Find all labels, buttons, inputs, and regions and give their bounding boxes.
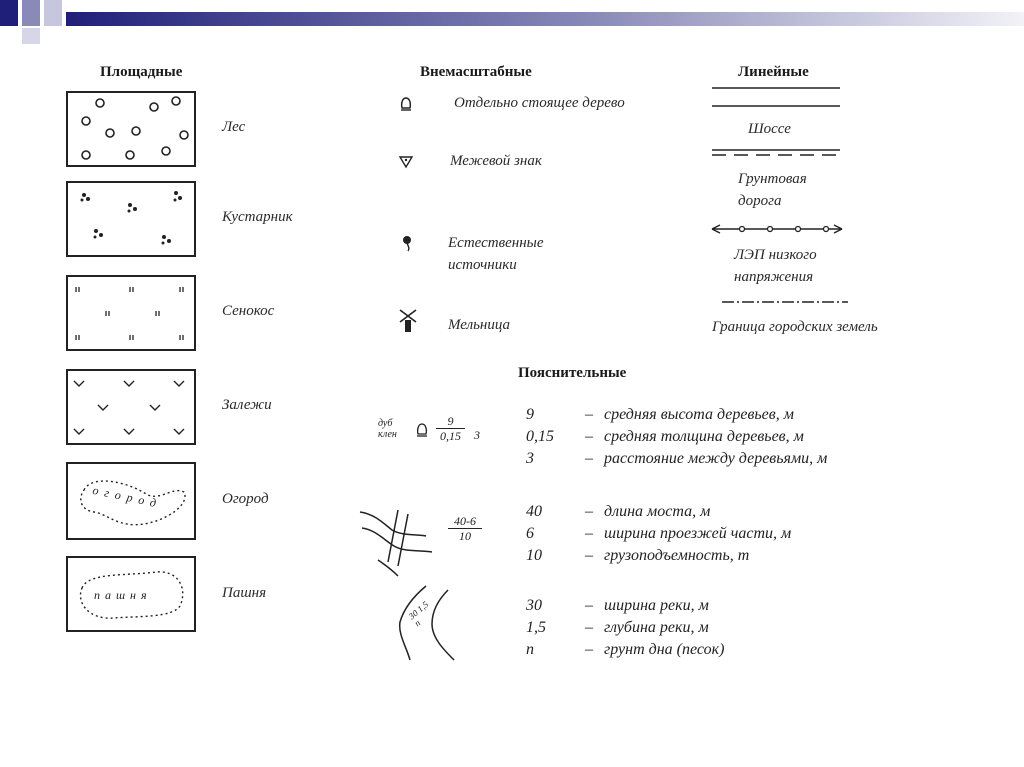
tree-fraction [436,414,465,443]
forest-symbol [68,93,194,165]
field-box [66,556,196,632]
label-boundary-mark: Межевой знак [450,153,542,169]
meadow-box [66,275,196,351]
forest-tree-icon [414,422,430,440]
river-sketch [392,582,472,666]
bridge-fraction-numerator: 40-6 [448,514,482,529]
legend-description: грузоподъемность, т [604,547,750,564]
legend-value: 40 [526,503,542,520]
label-spring: Естественные источники [448,235,544,273]
legend-value: 0,15 [526,428,554,445]
heading-linear: Линейные [738,64,809,80]
label-lone-tree: Отдельно стоящее дерево [454,95,625,111]
header-square-lower [22,28,40,44]
field-inner-label: пашня [94,588,152,602]
legend-row [526,619,709,637]
legend-dash: – [585,450,593,467]
label-highway: Шоссе [748,121,791,137]
heading-explanatory: Пояснительные [518,365,627,381]
heading-offscale: Внемасштабные [420,64,532,80]
legend-row [526,450,827,468]
legend-row [526,503,710,521]
label-dirt-road: Грунтовая дорога [738,171,807,209]
legend-description: средняя толщина деревьев, м [604,428,804,445]
river-sign-label: 30 1,5 п [406,599,431,629]
shrub-symbol [68,183,194,255]
legend-description: ширина реки, м [604,597,709,614]
label-power-line: ЛЭП низкого напряжения [734,247,817,285]
header-gradient-stripe [66,12,1024,26]
forest-box [66,91,196,167]
legend-value: п [526,641,534,658]
legend-row [526,597,709,615]
spring-icon [400,234,414,252]
legend-value: 3 [526,450,534,467]
legend-description: средняя высота деревьев, м [604,406,794,423]
fallow-symbol [68,371,194,443]
legend-description: ширина проезжей части, м [604,525,792,542]
mill-icon [398,308,418,334]
shrub-box [66,181,196,257]
legend-dash: – [585,428,593,445]
legend-value: 30 [526,597,542,614]
tree-species-bottom: клен [378,429,397,440]
label-field: Пашня [222,585,267,601]
tree-fraction-numerator: 9 [436,414,465,429]
label-shrub: Кустарник [222,209,293,225]
legend-dash: – [585,641,593,658]
heading-area: Площадные [100,64,183,80]
legend-description: глубина реки, м [604,619,709,636]
legend-dash: – [585,619,593,636]
power-line-symbol [712,222,846,236]
label-meadow: Сенокос [222,303,275,319]
meadow-symbol [68,277,194,349]
legend-description: расстояние между деревьями, м [604,450,828,467]
header-square-mid [22,0,40,26]
legend-dash: – [585,525,593,542]
tree-spacing: 3 [474,428,480,442]
bridge-fraction-denominator: 10 [459,529,471,543]
label-fallow: Залежи [222,397,272,413]
legend-value: 6 [526,525,534,542]
legend-row [526,641,724,659]
tree-species-top: дуб [378,418,393,429]
legend-row [526,406,794,424]
legend-row [526,547,749,565]
legend-value: 10 [526,547,542,564]
legend-row [526,428,804,446]
legend-value: 1,5 [526,619,546,636]
tree-species-label [378,418,397,440]
label-city-boundary: Граница городских земель [712,319,878,335]
fallow-box [66,369,196,445]
bridge-fraction [448,514,482,543]
header-square-dark [0,0,18,26]
legend-dash: – [585,406,593,423]
dirt-road-symbol [712,148,842,158]
label-forest: Лес [222,119,246,135]
label-garden: Огород [222,491,269,507]
garden-box [66,462,196,540]
tree-fraction-denominator: 0,15 [440,429,461,443]
legend-dash: – [585,547,593,564]
legend-row [526,525,791,543]
lone-tree-icon [398,96,414,114]
legend-dash: – [585,597,593,614]
legend-dash: – [585,503,593,520]
legend-value: 9 [526,406,534,423]
bridge-sketch [358,500,448,580]
garden-inner-label: огород [91,482,164,512]
boundary-mark-icon [398,154,414,170]
legend-description: длина моста, м [604,503,711,520]
legend-description: грунт дна (песок) [604,641,725,658]
label-mill: Мельница [448,317,511,333]
city-boundary-symbol [722,298,852,306]
slide-header-bar [0,0,1024,44]
header-square-light [44,0,62,26]
